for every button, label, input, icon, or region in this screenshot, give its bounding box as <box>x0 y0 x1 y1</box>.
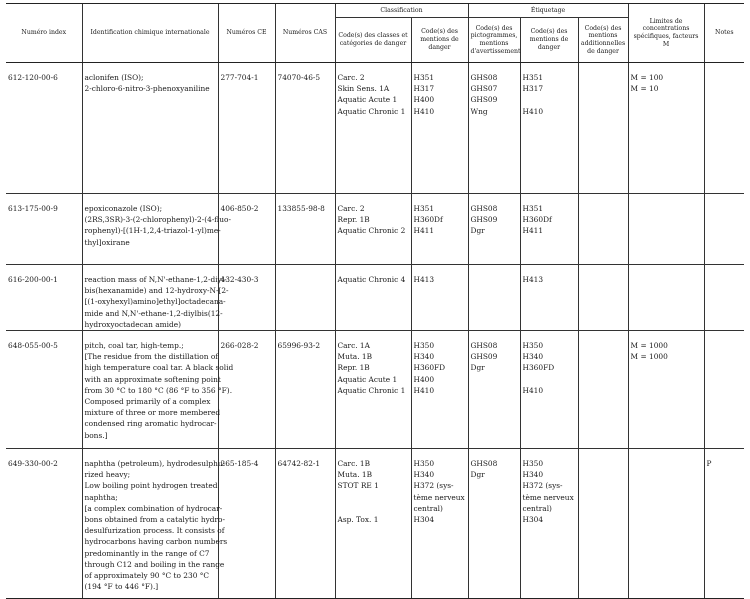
cell-hazard-class-line: Asp. Tox. 1 <box>337 515 379 524</box>
cell-hazard-statement <box>411 265 468 331</box>
cell-hazard-statement-line: H350 <box>413 341 435 351</box>
header-pictogram: Code(s) des pictogrammes, mentions d'avertissement <box>468 18 520 63</box>
cell-chem-id-line: (194 °F to 446 °F).] <box>84 582 159 592</box>
table-row <box>6 449 744 599</box>
cell-index-no-value: 616-200-00-1 <box>8 275 58 284</box>
cell-chem-id-line: Composed primarily of a complex <box>84 397 211 407</box>
cell-pictogram <box>468 331 520 449</box>
cell-notes <box>704 331 744 449</box>
cell-hazard-statement-line: H411 <box>413 226 435 236</box>
cell-chem-id-line: with an approximate softening point <box>84 374 221 384</box>
cell-ec-no-value: 277-704-1 <box>220 73 259 82</box>
header-hazard-class: Code(s) des classes et catégories de danger <box>335 18 411 63</box>
cell-hazard-class-line: Aquatic Chronic 2 <box>337 226 406 236</box>
header-label-hazard-statement: Code(s) des mentions de danger <box>520 18 578 63</box>
cell-notes <box>704 63 744 194</box>
cell-label-statement-line: H317 <box>522 84 544 94</box>
cell-hazard-statement <box>411 331 468 449</box>
cell-index-no-value: 649-330-00-2 <box>8 459 58 469</box>
cell-hazard-class-line: Aquatic Chronic 1 <box>337 106 406 116</box>
table-row <box>6 194 744 265</box>
cell-cas-no <box>275 63 335 194</box>
cell-chem-id <box>82 63 218 194</box>
cell-limits <box>628 265 704 331</box>
cell-hazard-statement-line: H400 <box>413 95 435 105</box>
header-supplementary: Code(s) des mentions additionnelles de danger <box>578 18 628 63</box>
cell-chem-id <box>82 331 234 449</box>
cell-index-no <box>6 331 82 449</box>
cell-ec-no <box>218 265 275 331</box>
cell-label-statement-line: H340 <box>522 352 544 362</box>
header-classification: Classification <box>335 4 468 18</box>
cell-index-no <box>6 265 82 331</box>
cell-chem-id-line: pitch, coal tar, high-temp.; <box>84 341 184 351</box>
cell-label-statement-line: H411 <box>522 226 544 236</box>
cell-pictogram-line: Dgr <box>470 363 485 373</box>
cell-hazard-class <box>335 449 411 599</box>
header-chem-id: Identification chimique internationale <box>82 4 218 63</box>
cell-label-statement-line: H372 (sys- <box>522 481 563 491</box>
cell-chem-id-line: mide and N,N'-ethane-1,2-diylbis(12- <box>84 308 223 318</box>
cell-label-statement <box>520 194 578 265</box>
table-header <box>6 4 744 63</box>
cell-chem-id-line: through C12 and boiling in the range <box>84 559 225 569</box>
cell-hazard-statement-line: H400 <box>413 374 435 384</box>
cell-chem-id-line: high temperature coal tar. A black solid <box>84 363 234 373</box>
cell-hazard-statement-line: H351 <box>413 204 435 213</box>
cell-pictogram-line: GHS08 <box>470 459 498 469</box>
cell-hazard-statement-line: H340 <box>413 470 435 480</box>
cell-limits-line: M = 100 <box>630 73 664 82</box>
cell-hazard-class-line: Carc. 1B <box>337 459 371 469</box>
cell-chem-id-line: rized heavy; <box>84 470 131 480</box>
cell-hazard-class <box>335 63 411 194</box>
cell-hazard-statement-line: H360FD <box>413 363 446 373</box>
cell-hazard-class-line: STOT RE 1 <box>337 481 379 491</box>
cell-pictogram-line: Dgr <box>470 226 485 236</box>
cell-label-statement-line: H360Df <box>522 215 552 225</box>
cell-index-no <box>6 194 82 265</box>
cell-pictogram-line: GHS07 <box>470 84 498 94</box>
cell-notes <box>704 194 744 265</box>
cell-supplementary <box>578 63 628 194</box>
cell-cas-no <box>275 265 335 331</box>
cell-hazard-statement-line: H372 (sys- <box>413 481 454 491</box>
hazard-classification-table <box>6 3 744 599</box>
cell-hazard-class <box>335 265 411 331</box>
cell-chem-id-line: [The residue from the distillation of <box>84 352 219 362</box>
cell-chem-id-line: hydroxyoctadecan amide) <box>84 319 181 329</box>
cell-chem-id-line: mixture of three or more membered <box>84 408 221 418</box>
header-labelling: Étiquetage <box>468 4 628 18</box>
cell-hazard-statement-line: H410 <box>413 106 435 116</box>
cell-hazard-class-line: Carc. 1A <box>337 341 370 351</box>
cell-limits-line: M = 10 <box>630 84 659 94</box>
cell-hazard-class-line <box>338 492 409 503</box>
cell-ec-no <box>218 63 275 194</box>
cell-chem-id-line: 2-chloro-6-nitro-3-phenoxyaniline <box>84 84 210 94</box>
cell-label-statement-line: H351 <box>522 73 544 82</box>
cell-limits <box>628 63 704 194</box>
table-row <box>6 265 744 331</box>
cell-chem-id-line: [(1-oxyhexyl)amino]ethyl]octadecana- <box>84 297 226 307</box>
cell-ec-no-value: 432-430-3 <box>220 275 259 284</box>
cell-chem-id-line: condensed ring aromatic hydrocar- <box>84 419 217 429</box>
cell-pictogram <box>468 449 520 599</box>
cell-pictogram-line: GHS08 <box>470 204 498 213</box>
cell-pictogram-line: Wng <box>470 106 488 116</box>
header-hazard-statement: Code(s) des mentions de danger <box>411 18 468 63</box>
cell-hazard-class-line: Muta. 1B <box>337 352 373 362</box>
cell-chem-id <box>82 265 229 331</box>
cell-label-statement-line <box>523 374 576 385</box>
cell-chem-id-line: reaction mass of N,N'-ethane-1,2-diyl- <box>84 275 227 284</box>
cell-hazard-statement-line: H304 <box>413 515 435 525</box>
cell-chem-id-line: thyl]oxirane <box>84 237 130 247</box>
cell-cas-no-value: 64742-82-1 <box>277 459 321 469</box>
cell-supplementary <box>578 265 628 331</box>
cell-hazard-class-line: Aquatic Chronic 4 <box>337 275 406 284</box>
cell-hazard-statement-line: H317 <box>413 84 435 94</box>
cell-label-statement-line <box>523 94 576 105</box>
cell-label-statement-line: H410 <box>522 385 544 395</box>
cell-label-statement-line: central) <box>522 503 552 513</box>
cell-chem-id-line: hydrocarbons having carbon numbers <box>84 537 228 547</box>
cell-ec-no <box>218 449 275 599</box>
cell-hazard-class-line <box>338 503 409 514</box>
cell-chem-id-line: epoxiconazole (ISO); <box>84 204 163 213</box>
cell-label-statement-line: H410 <box>522 106 544 116</box>
header-limits: Limites de concentrations spécifiques, facteurs M <box>628 4 704 63</box>
cell-chem-id-line: bons obtained from a catalytic hydro- <box>84 515 225 525</box>
cell-hazard-statement-line: H351 <box>413 73 435 82</box>
cell-pictogram <box>468 265 520 331</box>
cell-label-statement-line: H360FD <box>522 363 555 373</box>
table-body <box>6 63 744 599</box>
cell-chem-id-line: aclonifen (ISO); <box>84 73 144 82</box>
header-ec-no: Numéros CE <box>218 4 275 63</box>
cell-pictogram-line: GHS09 <box>470 352 498 362</box>
cell-hazard-class-line: Repr. 1B <box>337 215 370 225</box>
cell-hazard-class <box>335 331 411 449</box>
cell-index-no <box>6 63 82 194</box>
cell-cas-no <box>275 331 335 449</box>
cell-label-statement <box>520 449 578 599</box>
cell-pictogram-line: GHS08 <box>470 73 498 82</box>
cell-hazard-statement <box>411 194 468 265</box>
cell-pictogram-line: GHS08 <box>470 341 498 351</box>
cell-chem-id-line: naphtha (petroleum), hydrodesulphu- <box>84 459 226 469</box>
cell-label-statement-line: H340 <box>522 470 544 480</box>
cell-pictogram-line: GHS09 <box>470 95 498 105</box>
cell-hazard-statement-line: H350 <box>413 459 435 469</box>
cell-cas-no-value: 74070-46-5 <box>277 73 321 82</box>
table-row <box>6 63 744 194</box>
cell-pictogram-line: Dgr <box>470 470 485 480</box>
cell-ec-no-value: 265-185-4 <box>220 459 259 469</box>
cell-hazard-class-line: Repr. 1B <box>337 363 370 373</box>
cell-chem-id-line: of approximately 90 °C to 230 °C <box>84 571 210 581</box>
cell-ec-no <box>218 194 275 265</box>
cell-index-no-value: 613-175-00-9 <box>8 204 58 213</box>
cell-chem-id <box>82 449 228 599</box>
cell-hazard-class-line: Aquatic Acute 1 <box>337 95 398 105</box>
cell-hazard-statement-line: central) <box>413 503 443 513</box>
cell-cas-no-value: 65996-93-2 <box>277 341 321 351</box>
cell-chem-id <box>82 194 231 265</box>
cell-supplementary <box>578 194 628 265</box>
cell-hazard-class-line: Carc. 2 <box>337 204 365 213</box>
cell-chem-id-line: rophenyl)-[(1H-1,2,4-triazol-1-yl)me- <box>84 226 221 236</box>
cell-hazard-class-line: Skin Sens. 1A <box>337 84 390 94</box>
cell-chem-id-line: Low boiling point hydrogen treated <box>84 481 218 491</box>
cell-pictogram <box>468 63 520 194</box>
cell-chem-id-line: (2RS,3SR)-3-(2-chlorophenyl)-2-(4-fluo- <box>84 215 231 225</box>
cell-notes <box>704 449 744 599</box>
cell-hazard-class-line: Muta. 1B <box>337 470 373 480</box>
cell-chem-id-line: naphtha; <box>84 492 118 502</box>
cell-chem-id-line: desulfurization process. It consists of <box>84 526 225 536</box>
cell-label-statement-line: H304 <box>522 515 544 525</box>
cell-label-statement-line: tème nerveux <box>522 492 574 502</box>
cell-chem-id-line: bis(hexanamide) and 12-hydroxy-N-[2- <box>84 286 229 296</box>
cell-hazard-class-line: Aquatic Acute 1 <box>337 374 398 384</box>
cell-limits <box>628 194 704 265</box>
cell-index-no-value: 648-055-00-5 <box>8 341 58 351</box>
cell-chem-id-line: predominantly in the range of C7 <box>84 548 210 558</box>
cell-ec-no-value: 406-850-2 <box>220 204 259 213</box>
header-notes: Notes <box>704 4 744 63</box>
cell-supplementary <box>578 449 628 599</box>
header-cas-no: Numéros CAS <box>275 4 335 63</box>
cell-hazard-class-line: Carc. 2 <box>337 73 365 82</box>
cell-chem-id-line: from 30 °C to 180 °C (86 °F to 356 °F). <box>84 385 233 395</box>
cell-hazard-statement <box>411 449 468 599</box>
cell-notes <box>704 265 744 331</box>
table-row <box>6 331 744 449</box>
cell-label-statement-line: H413 <box>522 275 544 284</box>
cell-chem-id-line: [a complex combination of hydrocar- <box>84 503 223 513</box>
cell-pictogram <box>468 194 520 265</box>
cell-index-no-value: 612-120-00-6 <box>8 73 58 82</box>
cell-hazard-class-line: Aquatic Chronic 1 <box>337 385 406 395</box>
cell-hazard-statement-line: tème nerveux <box>413 492 465 502</box>
cell-hazard-statement-line: H340 <box>413 352 435 362</box>
cell-cas-no <box>275 449 335 599</box>
cell-hazard-statement-line: H413 <box>413 275 435 284</box>
cell-cas-no-value: 133855-98-8 <box>277 204 325 213</box>
cell-supplementary <box>578 331 628 449</box>
cell-chem-id-line: bons.] <box>84 430 108 440</box>
cell-limits-line: M = 1000 <box>630 341 668 351</box>
cell-label-statement <box>520 63 578 194</box>
cell-limits <box>628 449 704 599</box>
header-index-no: Numéro index <box>6 4 82 63</box>
cell-label-statement-line: H351 <box>522 204 544 213</box>
cell-hazard-statement <box>411 63 468 194</box>
cell-label-statement <box>520 265 578 331</box>
cell-notes-value: P <box>706 459 712 469</box>
cell-limits-line: M = 1000 <box>630 352 668 362</box>
cell-index-no <box>6 449 82 599</box>
cell-hazard-class <box>335 194 411 265</box>
cell-hazard-statement-line: H360Df <box>413 215 443 225</box>
cell-cas-no <box>275 194 335 265</box>
cell-label-statement-line: H350 <box>522 341 544 351</box>
cell-pictogram-line: GHS09 <box>470 215 498 225</box>
cell-label-statement-line: H350 <box>522 459 544 469</box>
cell-hazard-statement-line: H410 <box>413 385 435 395</box>
cell-label-statement <box>520 331 578 449</box>
cell-limits <box>628 331 704 449</box>
cell-ec-no-value: 266-028-2 <box>220 341 259 351</box>
